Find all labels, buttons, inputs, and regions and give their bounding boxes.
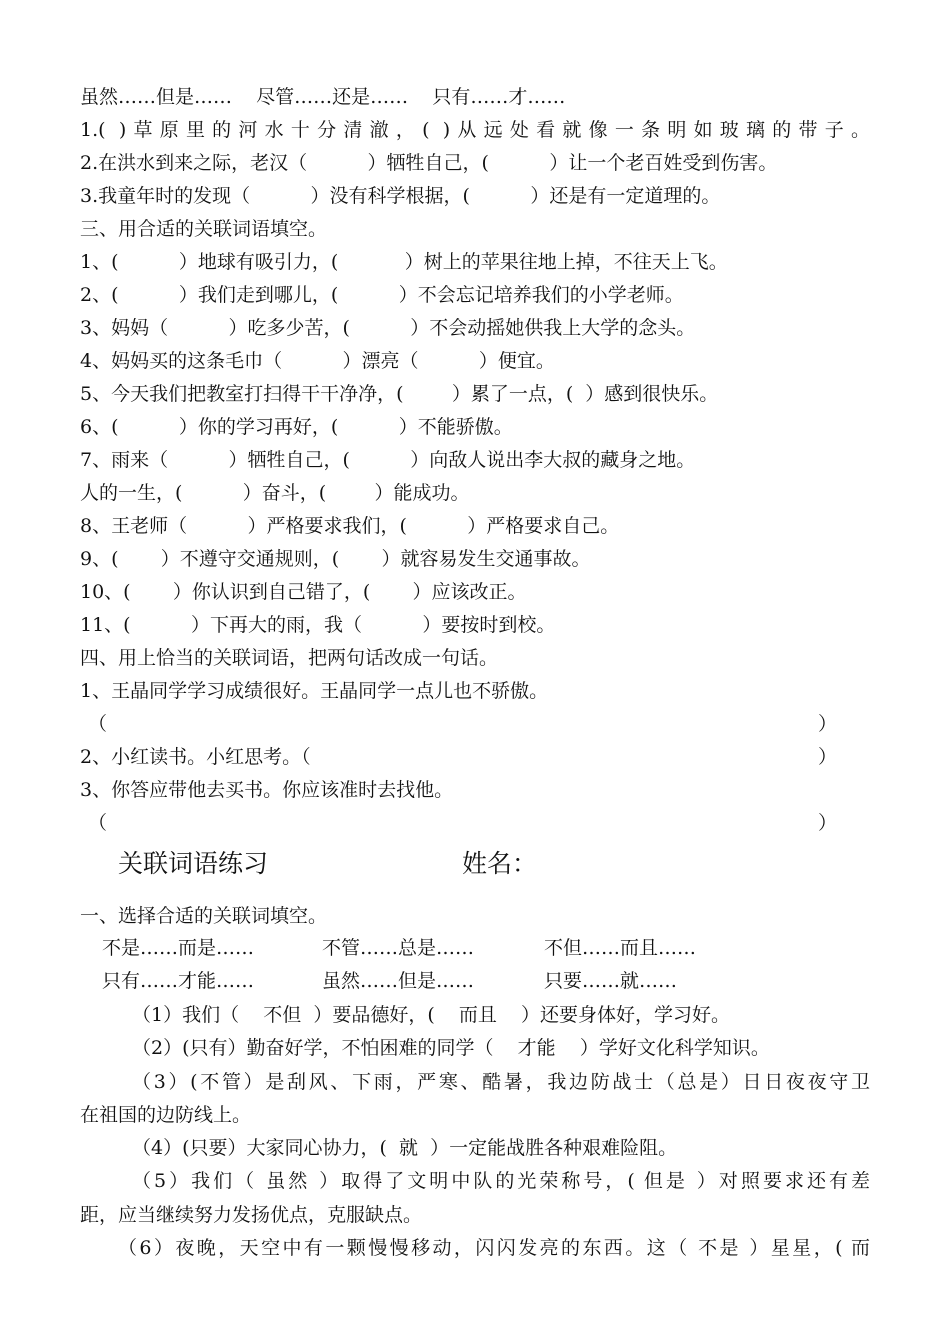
exercise-item: 9、( ）不遵守交通规则，( ）就容易发生交通事故。 — [80, 548, 591, 570]
exercise-item: 7、雨来（ ）牺牲自己，( ）向敌人说出李大叔的藏身之地。 — [80, 449, 696, 471]
exercise-item: 3.我童年时的发现（ ）没有科学根据，( ）还是有一定道理的。 — [80, 185, 721, 207]
name-label: 姓名： — [462, 849, 538, 878]
question-item: （3）(不管）是刮风、下雨，严寒、酷暑，我边防战士（总是）日日夜夜守卫 — [132, 1071, 870, 1093]
question-item-continuation: 在祖国的边防线上。 — [80, 1104, 252, 1126]
question-item: （4）(只要）大家同心协力，( 就 ）一定能战胜各种艰难险阻。 — [132, 1137, 678, 1159]
answer-paren-close: ） — [818, 812, 838, 834]
question-item: （5）我们（ 虽然 ）取得了文明中队的光荣称号，( 但是 ）对照要求还有差 — [132, 1170, 870, 1192]
answer-paren-close: ） — [818, 746, 838, 768]
section-heading: 三、用合适的关联词语填空。 — [80, 218, 328, 240]
question-item: （2）(只有）勤奋好学，不怕困难的同学（ 才能 ）学好文化科学知识。 — [132, 1037, 770, 1059]
option-pair: 不是……而是…… — [102, 937, 255, 959]
exercise-item: 2.在洪水到来之际，老汉（ ）牺牲自己，( ）让一个老百姓受到伤害。 — [80, 152, 778, 174]
exercise-item: 11、( ）下再大的雨，我（ ）要按时到校。 — [80, 614, 556, 636]
exercise-item: 8、王老师（ ）严格要求我们，( ）严格要求自己。 — [80, 515, 620, 537]
question-item: （6）夜晚，天空中有一颗慢慢移动，闪闪发亮的东西。这（ 不是 ）星星，( 而 — [118, 1237, 870, 1259]
exercise-item: 3、你答应带他去买书。你应该准时去找他。 — [80, 779, 454, 801]
answer-paren-open: （ — [88, 812, 108, 834]
question-item-continuation: 距，应当继续努力发扬优点，克服缺点。 — [80, 1204, 423, 1226]
answer-paren-open: （ — [88, 713, 108, 735]
exercise-item: 1.( )草原里的河水十分清澈，( )从远处看就像一条明如玻璃的带子。 — [80, 119, 870, 141]
exercise-item: 5、今天我们把教室打扫得干干净净，( ）累了一点，( ）感到很快乐。 — [80, 383, 719, 405]
section-heading: 四、用上恰当的关联词语，把两句话改成一句话。 — [80, 647, 499, 669]
option-pair: 不但……而且…… — [544, 937, 697, 959]
exercise-item: 6、( ）你的学习再好，( ）不能骄傲。 — [80, 416, 513, 438]
options-line: 虽然……但是…… 尽管……还是…… 只有……才…… — [80, 86, 566, 108]
option-pair: 只要……就…… — [544, 970, 678, 992]
exercise-item: 2、小红读书。小红思考。（ — [80, 746, 311, 768]
answer-paren-close: ） — [818, 713, 838, 735]
option-pair: 只有……才能…… — [102, 970, 255, 992]
exercise-item: 人的一生，( ）奋斗，( ）能成功。 — [80, 482, 470, 504]
exercise-item: 3、妈妈（ ）吃多少苦，( ）不会动摇她供我上大学的念头。 — [80, 317, 696, 339]
exercise-item: 10、( ）你认识到自己错了，( ）应该改正。 — [80, 581, 527, 603]
worksheet-title: 关联词语练习 — [118, 849, 269, 878]
exercise-item: 4、妈妈买的这条毛巾（ ）漂亮（ ）便宜。 — [80, 350, 555, 372]
exercise-item: 1、王晶同学学习成绩很好。王晶同学一点儿也不骄傲。 — [80, 680, 549, 702]
exercise-item: 1、( ）地球有吸引力，( ）树上的苹果往地上掉，不往天上飞。 — [80, 251, 728, 273]
option-pair: 不管……总是…… — [322, 937, 475, 959]
question-item: （1）我们（ 不但 ）要品德好，( 而且 ）还要身体好，学习好。 — [132, 1004, 731, 1026]
option-pair: 虽然……但是…… — [322, 970, 475, 992]
section-heading: 一、选择合适的关联词填空。 — [80, 905, 328, 927]
exercise-item: 2、( ）我们走到哪儿，( ）不会忘记培养我们的小学老师。 — [80, 284, 684, 306]
